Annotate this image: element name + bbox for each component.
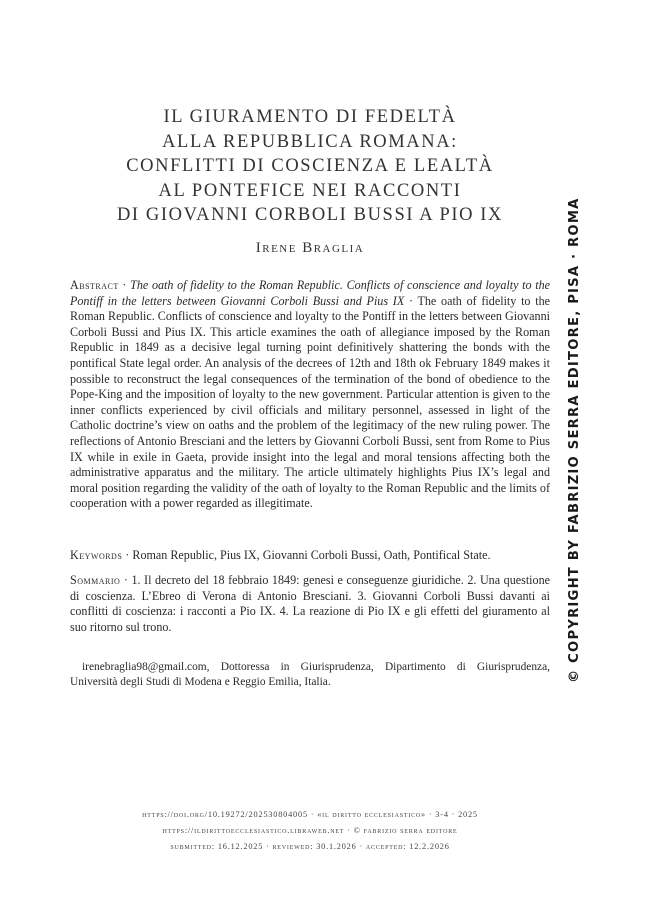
sommario-label: Sommario — [70, 573, 121, 587]
author-footnote: irenebraglia98@gmail.com, Dottoressa in Giurisprudenza, Dipartimento di Giurisprudenza, Università degli Studi di Modena e Reggio Emilia, Italia. — [70, 661, 550, 688]
keywords-label: Keywords — [70, 548, 123, 562]
abstract-separator: · — [118, 278, 131, 292]
sommario-paragraph — [70, 573, 550, 635]
abstract-separator-2: · — [404, 293, 418, 308]
author-name-text: Irene Braglia — [255, 240, 365, 256]
title-line: ALLA REPUBBLICA ROMANA: — [162, 131, 458, 152]
sommario-text: 1. Il decreto del 18 febbraio 1849: genesi e conseguenze giuridiche. 2. Una questione di coscienza. L’Ebreo di Verona di Antonio Bresciani. 3. Giovanni Corboli Bussi davanti ai conflitti di coscienza: i racconti a Pio IX. 4. La reazione di Pio IX e gli effetti del giuramento al suo ritorno sul trono. — [70, 573, 550, 634]
title-line: AL PONTEFICE NEI RACCONTI — [158, 180, 462, 201]
abstract-label: Abstract — [70, 278, 119, 292]
side-copyright-notice: © COPYRIGHT BY FABRIZIO SERRA EDITORE, PISA · ROMA — [567, 197, 582, 683]
article-title — [70, 105, 550, 228]
keywords-separator: · — [122, 548, 133, 562]
abstract-paragraph — [70, 278, 550, 512]
title-line: CONFLITTI DI COSCIENZA E LEALTÀ — [126, 156, 494, 176]
title-line: IL GIURAMENTO DI FEDELTÀ — [163, 107, 457, 127]
footer-website-line: https://ildirittoecclesiastico.libraweb.net · © fabrizio serra editore — [162, 826, 458, 835]
abstract-italic-title: The oath of fidelity to the Roman Republic. Conflicts of conscience and loyalty to the Pontiff in the letters between Giovanni Corboli Bussi and Pius IX — [70, 278, 550, 308]
sommario-separator: · — [120, 573, 132, 587]
title-line: DI GIOVANNI CORBOLI BUSSI A PIO IX — [116, 205, 504, 225]
footer-doi-line: https://doi.org/10.19272/202530804005 · «il diritto ecclesiastico» · 3-4 · 2025 — [142, 810, 478, 819]
footer-dates-line: submitted: 16.12.2025 · reviewed: 30.1.2026 · accepted: 12.2.2026 — [170, 842, 450, 851]
abstract-text: The oath of fidelity to the Roman Republic. Conflicts of conscience and loyalty to the Pontiff in the letters between Giovanni Corboli Bussi and Pius IX. This article examines the oath of allegiance imposed by the Roman Republic in 1849 as a decisive legal turning point definitively shattering the bonds with the pontifical State legal order. An analysis of the decrees of 12th and 18th ok February 1849 makes it possible to reconstruct the legal consequences of the termination of the bond of obedience to the Pope-King and the imposition of loyalty to the new government. Particular attention is given to the inner conflicts experienced by civil officials and military personnel, assessed in light of the Catholic doctrine’s view on oaths and the problem of the legitimacy of the new ruling power. The reflections of Antonio Bresciani and the letters by Giovanni Corboli Bussi, sent from Rome to Pius IX while in exile in Gaeta, provide insight into the legal and moral tensions affecting both the administrative apparatus and the military. The article ultimately highlights Pius IX’s legal and moral position regarding the validity of the oath of loyalty to the Roman Republic and the limits of cooperation with a power regarded as illegitimate. — [70, 293, 550, 511]
keywords-paragraph — [70, 548, 550, 564]
author-name — [70, 240, 550, 257]
keywords-text: Roman Republic, Pius IX, Giovanni Corboli Bussi, Oath, Pontifical State. — [132, 548, 491, 562]
